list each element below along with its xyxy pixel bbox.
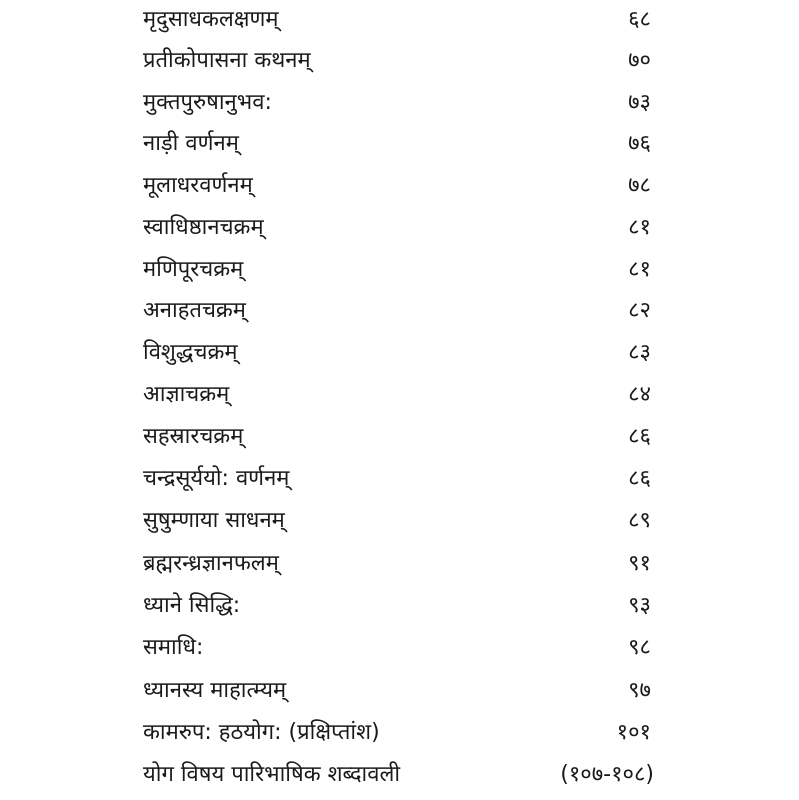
toc-row: [0, 210, 799, 246]
toc-entry-title: मूलाधरवर्णनम्: [143, 173, 253, 198]
toc-entry-title: ब्रह्मरन्ध्रज्ञानफलम्: [143, 551, 279, 576]
toc-entry-page: ९३: [628, 593, 651, 618]
toc-row: [0, 43, 799, 79]
toc-entry-title: विशुद्धचक्रम्: [143, 340, 238, 365]
toc-row: [0, 503, 799, 539]
toc-row: [0, 2, 799, 38]
toc-row: [0, 630, 799, 666]
toc-row: [0, 419, 799, 455]
toc-entry-title: सुषुम्णाया साधनम्: [143, 508, 285, 533]
toc-entry-page: १०१: [616, 720, 651, 745]
toc-row: [0, 335, 799, 371]
toc-entry-title: समाधि:: [143, 635, 204, 660]
toc-entry-title: योग विषय पारिभाषिक शब्दावली: [143, 762, 401, 787]
toc-row: [0, 588, 799, 624]
toc-entry-title: सहस्रारचक्रम्: [143, 424, 244, 449]
toc-row: [0, 126, 799, 162]
toc-entry-title: ध्यानस्य माहात्म्यम्: [143, 678, 287, 703]
toc-entry-page: ७३: [628, 90, 651, 115]
toc-entry-title: प्रतीकोपासना कथनम्: [143, 48, 311, 73]
toc-row: [0, 673, 799, 709]
toc-row: [0, 252, 799, 288]
toc-row: [0, 757, 799, 793]
toc-entry-title: स्वाधिष्ठानचक्रम्: [143, 215, 264, 240]
toc-row: [0, 377, 799, 413]
toc-entry-title: नाड़ी वर्णनम्: [143, 131, 239, 156]
toc-row: [0, 85, 799, 121]
toc-entry-page: ७६: [628, 131, 651, 156]
toc-entry-page: ६८: [628, 7, 651, 32]
toc-row: [0, 715, 799, 751]
toc-entry-page: ९८: [628, 635, 651, 660]
toc-row: [0, 461, 799, 497]
toc-entry-page: ८३: [628, 340, 651, 365]
toc-row: [0, 168, 799, 204]
toc-entry-page: ८६: [628, 466, 651, 491]
toc-row: [0, 546, 799, 582]
toc-entry-title: ध्याने सिद्धि:: [143, 593, 241, 618]
toc-entry-title: अनाहतचक्रम्: [143, 298, 246, 323]
toc-entry-page: ८१: [628, 257, 651, 282]
toc-entry-page: ९७: [628, 678, 651, 703]
toc-entry-title: मुक्तपुरुषानुभव:: [143, 90, 272, 115]
toc-entry-title: कामरुप: हठयोग: (प्रक्षिप्तांश): [143, 720, 380, 745]
toc-entry-page: (१०७-१०८): [560, 762, 654, 787]
toc-entry-page: ७८: [628, 173, 651, 198]
toc-entry-title: चन्द्रसूर्ययो: वर्णनम्: [143, 466, 290, 491]
toc-entry-title: मणिपूरचक्रम्: [143, 257, 244, 282]
toc-entry-page: ९१: [628, 551, 651, 576]
toc-entry-page: ८९: [628, 508, 651, 533]
toc-entry-title: मृदुसाधकलक्षणम्: [143, 7, 279, 32]
toc-entry-page: ८६: [628, 424, 651, 449]
toc-entry-page: ८२: [628, 298, 651, 323]
toc-row: [0, 293, 799, 329]
toc-entry-page: ७०: [628, 48, 651, 73]
toc-entry-title: आज्ञाचक्रम्: [143, 382, 230, 407]
toc-entry-page: ८१: [628, 215, 651, 240]
toc-entry-page: ८४: [628, 382, 651, 407]
